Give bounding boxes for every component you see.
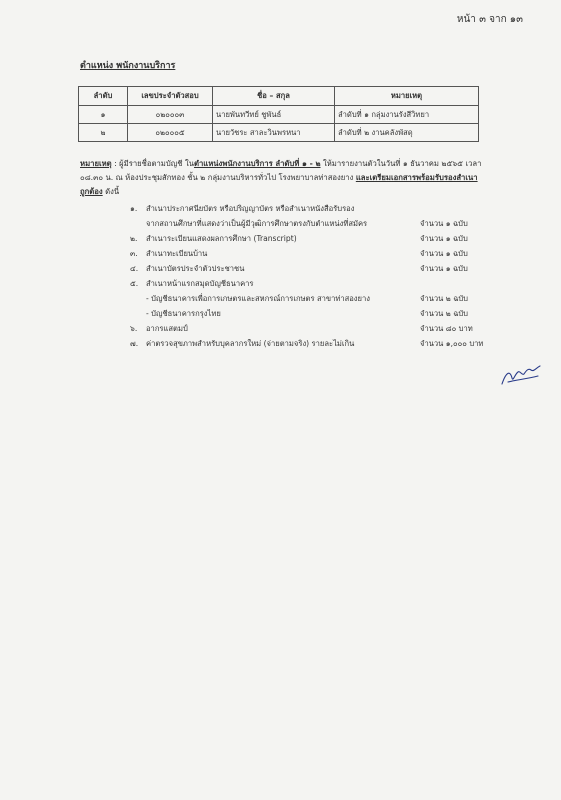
item-number: ๒.	[130, 234, 138, 243]
item-number: ๕.	[130, 279, 139, 288]
table-row	[79, 124, 479, 142]
item-text: อากรแสตมป์	[146, 324, 188, 333]
note-text: ให้มารายงานตัวในวันที่ ๑ ธันวาคม ๒๕๖๕ เวลา ๐๘.๓๐ น. ณ ห้องประชุมสักทอง ชั้น ๒ กลุ่มงานบริหารทั่วไป โรงพยาบาลท่าสองยาง	[80, 159, 482, 182]
item-text: สำเนาระเบียนแสดงผลการศึกษา (Transcript)	[146, 234, 297, 243]
list-item	[130, 323, 490, 338]
item-text: สำเนาประกาศนียบัตร หรือปริญญาบัตร หรือสำเนาหนังสือรับรอง	[146, 204, 355, 213]
list-item	[130, 218, 490, 233]
item-quantity: จำนวน ๒ ฉบับ	[420, 309, 469, 318]
item-number: ๗.	[130, 339, 139, 348]
note-paragraph	[80, 157, 485, 199]
list-item	[130, 278, 490, 293]
item-quantity: จำนวน ๘๐ บาท	[420, 324, 473, 333]
column-header-exam-id: เลขประจำตัวสอบ	[128, 87, 213, 106]
note-position-range: ตำแหน่งพนักงานบริการ ลำดับที่ ๑ - ๒	[193, 159, 321, 168]
item-text: สำเนาทะเบียนบ้าน	[146, 249, 208, 258]
list-item	[130, 263, 490, 278]
cell-exam-id: ๐๒๐๐๐๕	[128, 124, 213, 142]
list-item	[130, 308, 490, 323]
item-number: ๓.	[130, 249, 138, 258]
column-header-name: ชื่อ – สกุล	[213, 87, 335, 106]
note-text: ดังนี้	[102, 187, 120, 196]
cell-remark: ลำดับที่ ๒ งานคลังพัสดุ	[335, 124, 479, 142]
item-number: ๑.	[130, 204, 138, 213]
item-quantity: จำนวน ๑,๐๐๐ บาท	[420, 339, 484, 348]
item-text: สำเนาหน้าแรกสมุดบัญชีธนาคาร	[146, 279, 254, 288]
column-header-remark: หมายเหตุ	[335, 87, 479, 106]
item-number: ๖.	[130, 324, 138, 333]
table-header-row	[79, 87, 479, 106]
item-quantity: จำนวน ๑ ฉบับ	[420, 234, 468, 243]
item-text: จากสถานศึกษาที่แสดงว่าเป็นผู้มีวุฒิการศึกษาตรงกับตำแหน่งที่สมัคร	[146, 219, 368, 228]
item-quantity: จำนวน ๑ ฉบับ	[420, 219, 468, 228]
list-item	[130, 293, 490, 308]
item-number: ๔.	[130, 264, 139, 273]
note-prepare-documents: และเตรียมเอกสารพร้อมรับรองสำเนาถูกต้อง	[80, 173, 478, 196]
cell-name: นายวัชระ สาละวินพรหนา	[213, 124, 335, 142]
table-row	[79, 106, 479, 124]
cell-name: นายพันทวีทย์ ชูพันธ์	[213, 106, 335, 124]
item-text: - บัญชีธนาคารกรุงไทย	[146, 309, 221, 318]
column-header-order: ลำดับ	[79, 87, 128, 106]
item-quantity: จำนวน ๑ ฉบับ	[420, 264, 468, 273]
list-item	[130, 338, 490, 353]
note-text: : ผู้มีรายชื่อตามบัญชี ใน	[111, 159, 194, 168]
list-item	[130, 233, 490, 248]
cell-remark: ลำดับที่ ๑ กลุ่มงานรังสีวิทยา	[335, 106, 479, 124]
cell-order: ๑	[79, 106, 128, 124]
section-title: ตำแหน่ง พนักงานบริการ	[80, 61, 176, 71]
page-number: หน้า ๓ จาก ๑๓	[456, 14, 523, 25]
list-item	[130, 248, 490, 263]
note-label: หมายเหตุ	[80, 159, 112, 168]
item-quantity: จำนวน ๑ ฉบับ	[420, 249, 468, 258]
cell-exam-id: ๐๒๐๐๐๓	[128, 106, 213, 124]
cell-order: ๒	[79, 124, 128, 142]
staff-table	[78, 86, 479, 142]
handwritten-signature	[500, 362, 542, 388]
document-list	[130, 203, 490, 353]
item-text: - บัญชีธนาคารเพื่อการเกษตรและสหกรณ์การเกษตร สาขาท่าสองยาง	[146, 294, 370, 303]
item-text: สำเนาบัตรประจำตัวประชาชน	[146, 264, 245, 273]
list-item	[130, 203, 490, 218]
item-quantity: จำนวน ๒ ฉบับ	[420, 294, 469, 303]
item-text: ค่าตรวจสุขภาพสำหรับบุคลากรใหม่ (จ่ายตามจริง) รายละไม่เกิน	[146, 339, 355, 348]
